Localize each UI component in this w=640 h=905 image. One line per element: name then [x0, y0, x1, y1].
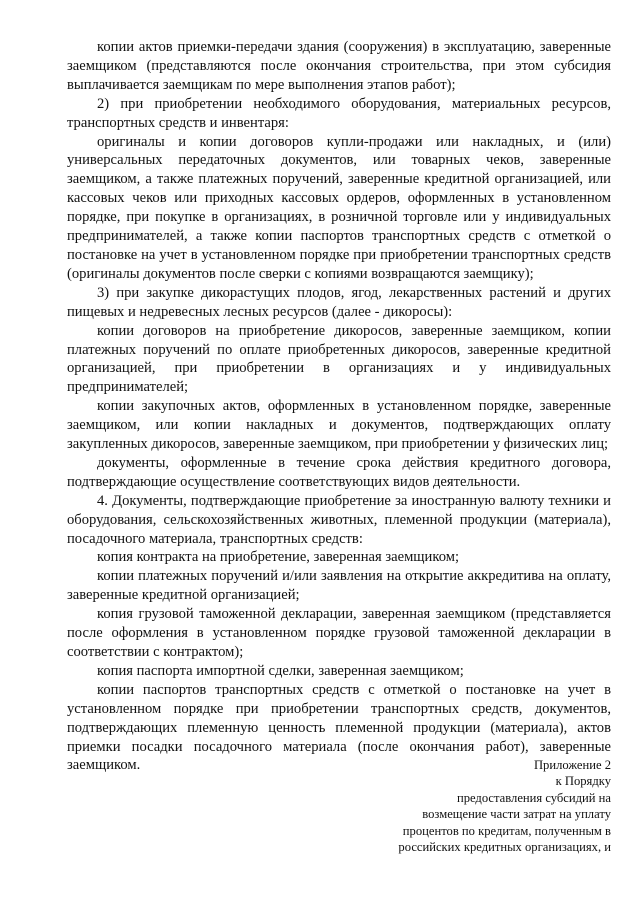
- appendix-line: возмещение части затрат на уплату: [422, 807, 611, 822]
- paragraph: копия контракта на приобретение, заверенная заемщиком;: [97, 549, 460, 566]
- paragraph: копии платежных поручений и/или заявления на открытие аккредитива на оплату, заверенные кредитной организацией;: [67, 568, 611, 604]
- paragraph: копии паспортов транспортных средств с отметкой о постановке на учет в установленном порядке при приобретении транспортных средств, документов, подтверждающих племенную ценность племенной продукции (материала), актов приемки посадки посадочного материала (после окончания работ), заверенные заемщиком.: [67, 681, 611, 774]
- paragraph: копии закупочных актов, оформленных в установленном порядке, заверенные заемщиком, или копии накладных и документов, подтверждающих оплату закупленных дикоросов, заверенные заемщиком, при приобретении у физических лиц;: [67, 398, 611, 453]
- paragraph: копия паспорта импортной сделки, заверенная заемщиком;: [97, 662, 464, 679]
- paragraph: копии договоров на приобретение дикоросов, заверенные заемщиком, копии платежных поручений по оплате приобретенных дикоросов, заверенные кредитной организацией, при приобретении в организациях и у индивидуальных предпринимателей;: [67, 322, 611, 396]
- appendix-header: [311, 757, 611, 855]
- paragraph: копия грузовой таможенной декларации, заверенная заемщиком (представляется после оформления в установленном порядке грузовой таможенной декларации в соответствии с контрактом);: [67, 606, 611, 660]
- paragraph: копии актов приемки-передачи здания (сооружения) в эксплуатацию, заверенные заемщиком (представляются после окончания строительства, при этом субсидия выплачивается заемщикам по мере выполнения этапов работ);: [67, 39, 611, 93]
- paragraph: 3) при закупке дикорастущих плодов, ягод, лекарственных растений и других пищевых и недревесных лесных ресурсов (далее - дикоросы):: [67, 284, 611, 320]
- paragraph: документы, оформленные в течение срока действия кредитного договора, подтверждающие осуществление соответствующих видов деятельности.: [67, 454, 611, 490]
- paragraph: оригиналы и копии договоров купли-продажи или накладных, и (или) универсальных передаточных документов, или товарных чеков, заверенные заемщиком, а также платежных поручений, заверенные кредитной организацией, или кассовых чеков или приходных кассовых ордеров, оформленных в установленном порядке, при покупке в организациях, в розничной торговле или у индивидуальных предпринимателей, а также копии паспортов транспортных средств с отметкой о постановке на учет в установленном порядке при приобретении транспортных средств (оригиналы документов после сверки с копиями возвращаются заемщику);: [67, 133, 611, 282]
- paragraph: 4. Документы, подтверждающие приобретение за иностранную валюту техники и оборудования, сельскохозяйственных животных, племенной продукции (материала), посадочного материала, транспортных средств:: [67, 492, 611, 547]
- paragraph: 2) при приобретении необходимого оборудования, материальных ресурсов, транспортных средств и инвентаря:: [67, 95, 611, 131]
- appendix-line: предоставления субсидий на: [456, 790, 611, 805]
- document-body: [67, 38, 611, 775]
- appendix-line: Приложение 2: [533, 758, 611, 772]
- appendix-line: российских кредитных организациях, и: [398, 840, 611, 855]
- appendix-line: процентов по кредитам, полученным в: [402, 823, 611, 838]
- appendix-line: к Порядку: [555, 774, 611, 789]
